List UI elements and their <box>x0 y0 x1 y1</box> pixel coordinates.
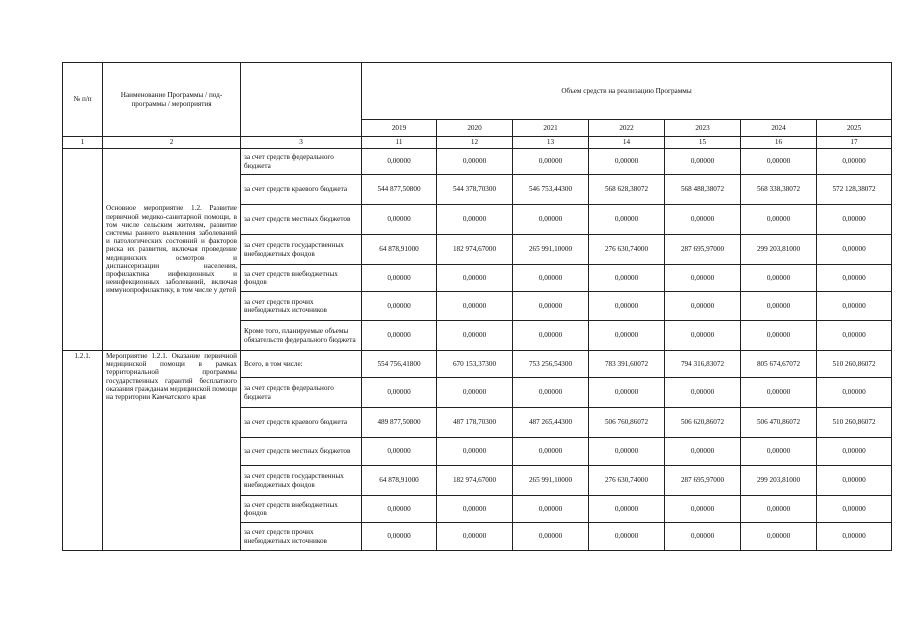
column-index: 3 <box>241 137 362 149</box>
amount-cell: 0,00000 <box>589 292 665 321</box>
amount-cell: 0,00000 <box>362 523 437 551</box>
amount-cell: 0,00000 <box>513 149 589 175</box>
column-index: 12 <box>437 137 513 149</box>
funding-source: за счет средств государственных внебюджетных фондов <box>241 235 362 265</box>
amount-cell: 0,00000 <box>589 265 665 292</box>
amount-cell: 0,00000 <box>513 321 589 351</box>
year-cell: 2019 <box>362 120 437 137</box>
amount-cell: 0,00000 <box>817 205 892 235</box>
funding-source: за счет средств краевого бюджета <box>241 408 362 438</box>
amount-cell: 0,00000 <box>665 523 741 551</box>
year-cell: 2021 <box>513 120 589 137</box>
column-index: 16 <box>741 137 817 149</box>
amount-cell: 64 878,91000 <box>362 466 437 496</box>
item-name: Мероприятие 1.2.1. Оказание первичной медицинской помощи в рамках территориальной программы государственных гарантий бесплатного оказания гражданам медицинской помощи на территории Камчатского края <box>103 351 241 551</box>
column-index: 14 <box>589 137 665 149</box>
amount-cell: 0,00000 <box>817 438 892 466</box>
column-index: 13 <box>513 137 589 149</box>
amount-cell: 299 203,81000 <box>741 466 817 496</box>
amount-cell: 0,00000 <box>817 466 892 496</box>
amount-cell: 568 628,38072 <box>589 175 665 205</box>
funding-source: за счет средств прочих внебюджетных источников <box>241 292 362 321</box>
amount-cell: 572 128,38072 <box>817 175 892 205</box>
item-number: 1.2.1. <box>63 351 103 551</box>
amount-cell: 0,00000 <box>665 321 741 351</box>
amount-cell: 0,00000 <box>362 205 437 235</box>
amount-cell: 0,00000 <box>589 438 665 466</box>
program-funding-table <box>62 62 892 551</box>
header-name: Наименование Программы / под-программы / мероприятия <box>103 63 241 137</box>
column-index: 2 <box>103 137 241 149</box>
funding-source: за счет средств внебюджетных фондов <box>241 496 362 523</box>
amount-cell: 287 695,97000 <box>665 466 741 496</box>
amount-cell: 276 630,74000 <box>589 466 665 496</box>
funding-source: за счет средств краевого бюджета <box>241 175 362 205</box>
funding-source: за счет средств федерального бюджета <box>241 149 362 175</box>
amount-cell: 0,00000 <box>437 523 513 551</box>
amount-cell: 0,00000 <box>513 205 589 235</box>
amount-cell: 805 674,67072 <box>741 351 817 378</box>
amount-cell: 0,00000 <box>665 496 741 523</box>
amount-cell: 506 470,86072 <box>741 408 817 438</box>
amount-cell: 299 203,81000 <box>741 235 817 265</box>
amount-cell: 0,00000 <box>665 265 741 292</box>
column-index: 11 <box>362 137 437 149</box>
table-row <box>63 149 892 175</box>
amount-cell: 0,00000 <box>589 378 665 408</box>
funding-source: Всего, в том числе: <box>241 351 362 378</box>
amount-cell: 0,00000 <box>817 378 892 408</box>
amount-cell: 0,00000 <box>362 496 437 523</box>
amount-cell: 0,00000 <box>817 496 892 523</box>
amount-cell: 0,00000 <box>665 438 741 466</box>
amount-cell: 0,00000 <box>741 321 817 351</box>
amount-cell: 783 391,60072 <box>589 351 665 378</box>
amount-cell: 0,00000 <box>437 149 513 175</box>
amount-cell: 670 153,37300 <box>437 351 513 378</box>
amount-cell: 0,00000 <box>437 321 513 351</box>
amount-cell: 0,00000 <box>817 235 892 265</box>
amount-cell: 568 338,38072 <box>741 175 817 205</box>
column-index: 1 <box>63 137 103 149</box>
year-cell: 2025 <box>817 120 892 137</box>
amount-cell: 0,00000 <box>362 321 437 351</box>
year-cell: 2023 <box>665 120 741 137</box>
funding-source: за счет средств федерального бюджета <box>241 378 362 408</box>
amount-cell: 0,00000 <box>741 438 817 466</box>
year-cell: 2024 <box>741 120 817 137</box>
amount-cell: 0,00000 <box>513 265 589 292</box>
amount-cell: 544 378,70300 <box>437 175 513 205</box>
amount-cell: 510 260,86072 <box>817 408 892 438</box>
column-index: 15 <box>665 137 741 149</box>
funding-source: за счет средств местных бюджетов <box>241 438 362 466</box>
year-cell: 2022 <box>589 120 665 137</box>
amount-cell: 0,00000 <box>513 438 589 466</box>
amount-cell: 182 974,67000 <box>437 466 513 496</box>
amount-cell: 265 991,10000 <box>513 235 589 265</box>
amount-cell: 0,00000 <box>589 321 665 351</box>
amount-cell: 0,00000 <box>589 205 665 235</box>
funding-source: за счет средств прочих внебюджетных источников <box>241 523 362 551</box>
amount-cell: 794 316,83072 <box>665 351 741 378</box>
amount-cell: 0,00000 <box>665 378 741 408</box>
amount-cell: 0,00000 <box>362 265 437 292</box>
amount-cell: 0,00000 <box>817 149 892 175</box>
amount-cell: 0,00000 <box>817 265 892 292</box>
funding-source: за счет средств местных бюджетов <box>241 205 362 235</box>
item-name: Основное мероприятие 1.2. Развитие первичной медико-санитарной помощи, в том числе сельским жителям, развитие системы раннего выявления заболеваний и патологических состояний и факторов риска их развития, включая проведение медицинских осмотров и диспансеризации населения, профилактика инфекционных и неинфекционных заболеваний, включая иммунопрофилактику, в том числе у детей <box>103 149 241 351</box>
amount-cell: 544 877,50800 <box>362 175 437 205</box>
item-number <box>63 149 103 351</box>
amount-cell: 506 620,86072 <box>665 408 741 438</box>
amount-cell: 0,00000 <box>437 378 513 408</box>
amount-cell: 64 878,91000 <box>362 235 437 265</box>
amount-cell: 0,00000 <box>741 265 817 292</box>
amount-cell: 506 760,86072 <box>589 408 665 438</box>
amount-cell: 0,00000 <box>665 292 741 321</box>
amount-cell: 487 178,70300 <box>437 408 513 438</box>
amount-cell: 0,00000 <box>741 496 817 523</box>
amount-cell: 0,00000 <box>437 496 513 523</box>
amount-cell: 487 265,44300 <box>513 408 589 438</box>
amount-cell: 0,00000 <box>665 149 741 175</box>
amount-cell: 0,00000 <box>362 438 437 466</box>
amount-cell: 287 695,97000 <box>665 235 741 265</box>
header-num: № п/п <box>63 63 103 137</box>
header-volume: Объем средств на реализацию Программы <box>362 63 892 120</box>
amount-cell: 753 256,54300 <box>513 351 589 378</box>
amount-cell: 0,00000 <box>589 523 665 551</box>
amount-cell: 265 991,10000 <box>513 466 589 496</box>
amount-cell: 510 260,86072 <box>817 351 892 378</box>
amount-cell: 546 753,44300 <box>513 175 589 205</box>
amount-cell: 0,00000 <box>437 265 513 292</box>
amount-cell: 0,00000 <box>741 523 817 551</box>
amount-cell: 0,00000 <box>665 205 741 235</box>
amount-cell: 0,00000 <box>513 496 589 523</box>
amount-cell: 0,00000 <box>589 496 665 523</box>
amount-cell: 0,00000 <box>817 321 892 351</box>
amount-cell: 276 630,74000 <box>589 235 665 265</box>
column-index: 17 <box>817 137 892 149</box>
amount-cell: 0,00000 <box>362 292 437 321</box>
amount-cell: 489 877,50800 <box>362 408 437 438</box>
table-row <box>63 351 892 378</box>
amount-cell: 0,00000 <box>741 149 817 175</box>
funding-source: Кроме того, планируемые объемы обязательств федерального бюджета <box>241 321 362 351</box>
amount-cell: 568 488,38072 <box>665 175 741 205</box>
amount-cell: 0,00000 <box>362 378 437 408</box>
amount-cell: 0,00000 <box>741 292 817 321</box>
amount-cell: 0,00000 <box>741 205 817 235</box>
amount-cell: 0,00000 <box>817 292 892 321</box>
amount-cell: 0,00000 <box>437 438 513 466</box>
amount-cell: 0,00000 <box>589 149 665 175</box>
amount-cell: 0,00000 <box>513 292 589 321</box>
amount-cell: 0,00000 <box>817 523 892 551</box>
funding-source: за счет средств внебюджетных фондов <box>241 265 362 292</box>
amount-cell: 182 974,67000 <box>437 235 513 265</box>
amount-cell: 0,00000 <box>362 149 437 175</box>
funding-source: за счет средств государственных внебюджетных фондов <box>241 466 362 496</box>
amount-cell: 0,00000 <box>513 523 589 551</box>
year-cell: 2020 <box>437 120 513 137</box>
amount-cell: 554 756,41800 <box>362 351 437 378</box>
amount-cell: 0,00000 <box>437 205 513 235</box>
header-source <box>241 63 362 137</box>
amount-cell: 0,00000 <box>513 378 589 408</box>
amount-cell: 0,00000 <box>741 378 817 408</box>
amount-cell: 0,00000 <box>437 292 513 321</box>
